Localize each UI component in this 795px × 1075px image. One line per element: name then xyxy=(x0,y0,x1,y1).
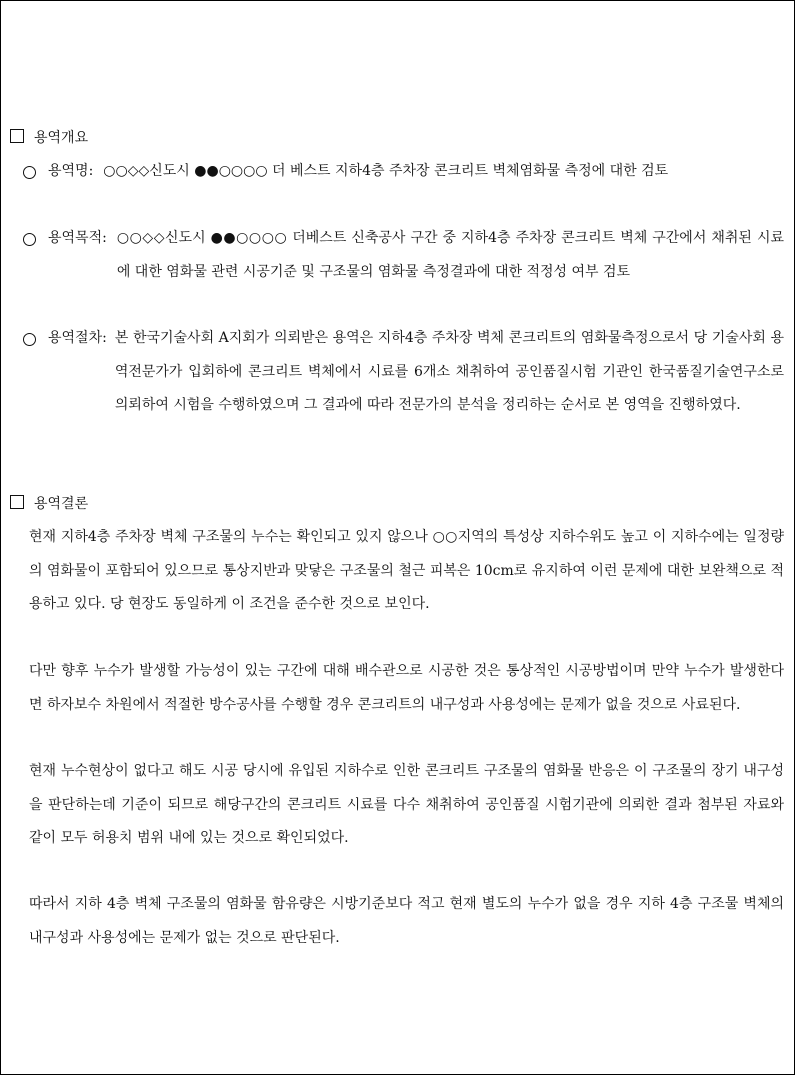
item-text: ○○◇◇신도시 ●●○○○○ 더 베스트 지하4층 주차장 콘크리트 벽체염화물 측정에 대한 검토 xyxy=(103,163,669,179)
conclusion-paragraph: 다만 향후 누수가 발생할 가능성이 있는 구간에 대해 배수관으로 시공한 것은 통상적인 시공방법이며 만약 누수가 발생한다면 하자보수 차원에서 적절한 방수공사를 수행할 경우 콘크리트의 내구성과 사용성에는 문제가 없을 것으로 사료된다. xyxy=(29,663,784,713)
item-label: 용역명: xyxy=(48,163,94,179)
bullet-circle-icon xyxy=(23,333,36,346)
conclusion-heading xyxy=(10,488,88,522)
bullet-circle-icon xyxy=(23,166,36,179)
conclusion-paragraph: 따라서 지하 4층 벽체 구조물의 염화물 함유량은 시방기준보다 적고 현재 별도의 누수가 없을 경우 지하 4층 구조물 벽체의 내구성과 사용성에는 문제가 없는 것으로 판단된다. xyxy=(29,896,784,946)
overview-item-procedure xyxy=(23,322,784,423)
item-label: 용역절차: xyxy=(48,330,107,346)
item-text: ○○◇◇신도시 ●●○○○○ 더베스트 신축공사 구간 중 지하4층 주차장 콘크리트 벽체 구간에서 채취된 시료에 대한 염화물 관련 시공기준 및 구조물의 염화물 측정결과에 대한 적정성 여부 검토 xyxy=(116,230,784,280)
item-label: 용역목적: xyxy=(48,230,107,246)
checkbox-square-icon xyxy=(10,495,24,509)
overview-heading xyxy=(10,122,88,156)
bullet-circle-icon xyxy=(23,233,36,246)
conclusion-title: 용역결론 xyxy=(34,496,89,512)
overview-title: 용역개요 xyxy=(34,130,89,146)
overview-item-purpose xyxy=(23,222,784,289)
item-text: 본 한국기술사회 A지회가 의뢰받은 용역은 지하4층 주차장 벽체 콘크리트의 염화물측정으로서 당 기술사회 용역전문가가 입회하에 콘크리트 벽체에서 시료를 6개소 채취하여 공인품질시험 기관인 한국품질기술연구소로 의뢰하여 시험을 수행하였으며 그 결과에 따라 전문가의 분석을 정리하는 순서로 본 영역을 진행하였다. xyxy=(114,330,784,413)
conclusion-paragraph: 현재 누수현상이 없다고 해도 시공 당시에 유입된 지하수로 인한 콘크리트 구조물의 염화물 반응은 이 구조물의 장기 내구성을 판단하는데 기준이 되므로 해당구간의 콘크리트 시료를 다수 채취하여 공인품질 시험기관에 의뢰한 결과 첨부된 자료와 같이 모두 허용치 범위 내에 있는 것으로 확인되었다. xyxy=(29,763,784,846)
overview-item-name xyxy=(23,155,784,189)
checkbox-square-icon xyxy=(10,129,24,143)
conclusion-paragraph: 현재 지하4층 주차장 벽체 구조물의 누수는 확인되고 있지 않으나 ○○지역의 특성상 지하수위도 높고 이 지하수에는 일정량의 염화물이 포함되어 있으므로 통상지반과 맞닿은 구조물의 철근 피복은 10cm로 유지하여 이런 문제에 대한 보완책으로 적용하고 있다. 당 현장도 동일하게 이 조건을 준수한 것으로 보인다. xyxy=(29,529,784,612)
